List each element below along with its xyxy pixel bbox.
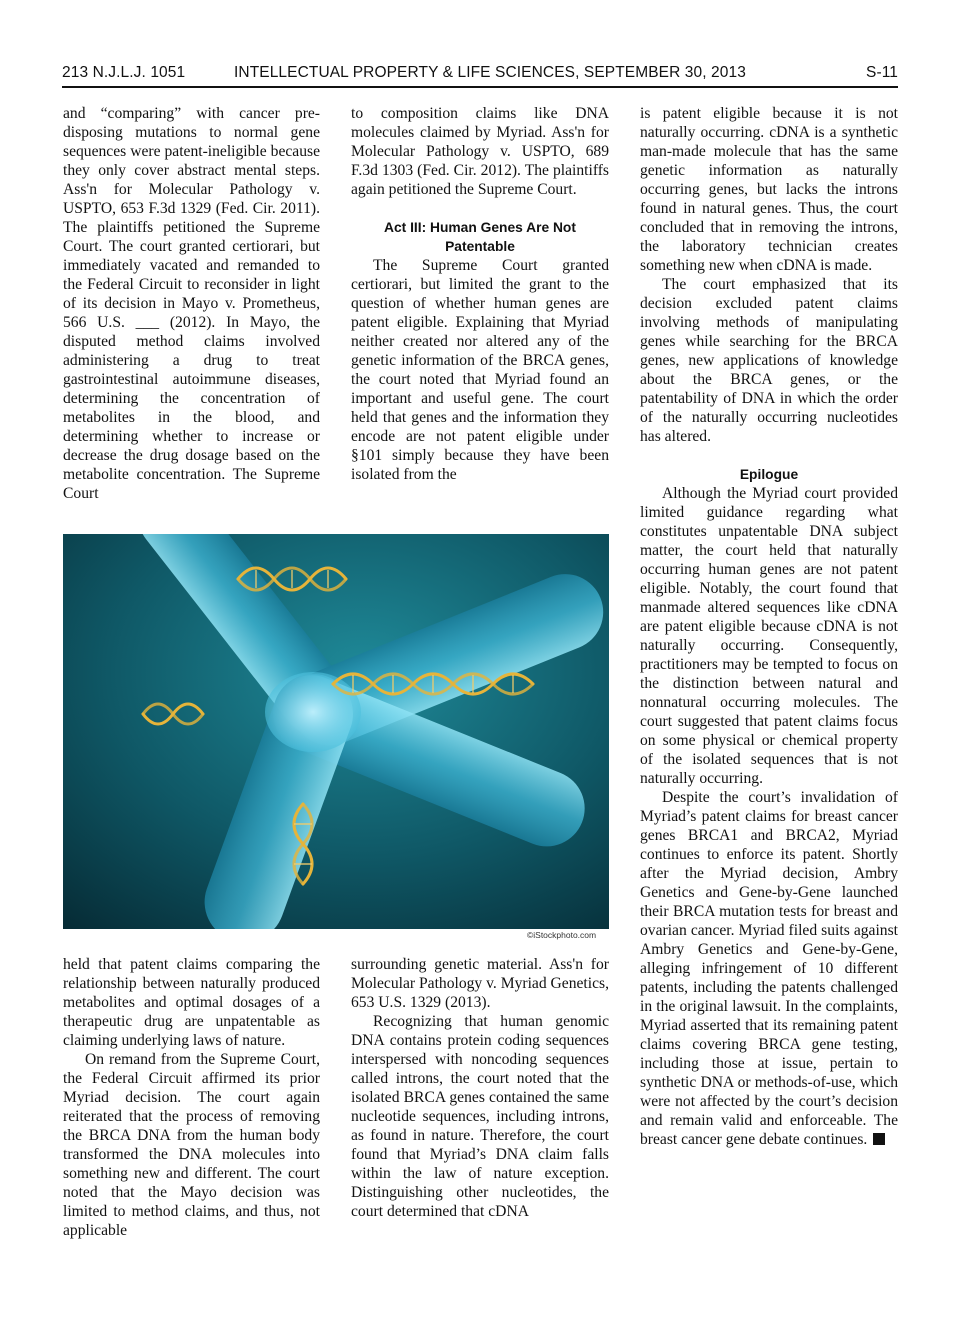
col3-paragraph-3: Although the Myriad court provided limited guidance regarding what constitutes unpatentable DNA subject matter, the court held that naturally occurring human genes are not patent eligible. Notably, the court found that manmade altered sequences like cDNA are patent eligible because cDNA is not naturally occurring. Consequently, practitioners may be tempted to focus on the distinction between natural and nonnatural occurring molecules. The court suggested that patent claims focus on some physical or chemical property of the isolated sequences that is not naturally occurring. [640, 485, 898, 787]
header-page-number: S-11 [866, 64, 898, 81]
column-1-top [63, 104, 320, 503]
col3-paragraph-2: The court emphasized that its decision excluded patent claims involving methods of manipulating genes while searching for the BRCA genes, new applications of knowledge about the BRCA genes, or the patentability of DNA in which the order of the naturally occurring nucleotides has altered. [640, 276, 898, 445]
col1-paragraph-3: On remand from the Supreme Court, the Federal Circuit affirmed its prior Myriad decision. The court again reiterated that the process of removing the BRCA DNA from the human body transformed the DNA molecules into something new and different. The court noted that the Mayo decision was limited to method claims, and thus, not applicable [63, 1051, 320, 1239]
column-3 [640, 104, 898, 1149]
column-2-top [351, 104, 609, 484]
column-2-bottom [351, 955, 609, 1221]
col1-paragraph-2: held that patent claims comparing the relationship between naturally produced metabolites and optimal dosages of a therapeutic drug are unpatentable as claiming underlying laws of nature. [63, 956, 320, 1049]
col2-paragraph-2: The Supreme Court granted certiorari, but limited the grant to the question of whether human genes are patent eligible. Explaining that Myriad neither created nor altered any of the genetic information of the BRCA genes, the court noted that Myriad found an important and useful gene. The court held that genes and the information they encode are not patent eligible under §101 simply because they have been isolated from the [351, 257, 609, 483]
column-1-bottom [63, 955, 320, 1240]
header-citation: 213 N.J.L.J. 1051 [62, 64, 186, 81]
col2-paragraph-4: Recognizing that human genomic DNA contains protein coding sequences interspersed with noncoding sequences called introns, the court noted that the isolated BRCA genes contained the same nucleotide sequences, including introns, as found in nature. Therefore, the court found that Myriad’s DNA claim falls within the law of nature exception. Distinguishing other nucleotides, the court determined that cDNA [351, 1013, 609, 1220]
col3-paragraph-4-text: Despite the court’s invalidation of Myriad’s patent claims for breast cancer genes BRCA1 and BRCA2, Myriad continues to enforce its patent. Shortly after the Myriad decision, Ambry Genetics and Gene-by-Gene launched their BRCA mutation tests for breast and ovarian cancer. Myriad filed suits against Ambry Genetics and Gene-by-Gene, alleging infringement of 10 different patents, including the patents challenged in the original lawsuit. In the complaints, Myriad asserted that its remaining patent claims covering BRCA gene testing, including those at issue, pertain to synthetic DNA or methods-of-use, which were not affected by the court’s decision and remain valid and enforceable. The breast cancer gene debate continues. [640, 789, 898, 1148]
section-heading-act-iii: Act III: Human Genes Are Not Patentable [384, 220, 576, 254]
photo-credit: ©iStockphoto.com [527, 930, 597, 940]
section-heading-epilogue: Epilogue [739, 467, 799, 482]
chromosome-dna-illustration [63, 534, 609, 929]
col3-paragraph-1: is patent eligible because it is not naturally occurring. cDNA is a synthetic man-made molecule that has the same genetic information as naturally occurring genes, but lacks the introns found in natural genes. Thus, the court concluded that in removing the introns, the laboratory technician creates something new when cDNA is made. [640, 105, 898, 274]
col2-paragraph-3: surrounding genetic material. Ass'n for Molecular Pathology v. Myriad Genetics, 653 U.S. 1329 (2013). [351, 956, 609, 1011]
col2-paragraph-1: to composition claims like DNA molecules claimed by Myriad. Ass'n for Molecular Pathology v. USPTO, 689 F.3d 1303 (Fed. Cir. 2012). The plaintiffs again petitioned the Supreme Court. [351, 105, 609, 198]
end-mark-icon [873, 1133, 885, 1145]
chromosome-image [63, 534, 609, 929]
col1-paragraph-1: and “comparing” with cancer pre-disposing mutations to normal gene sequences were patent-ineligible because they only cover abstract mental steps. Ass'n for Molecular Pathology v. USPTO, 653 F.3d 1329 (Fed. Cir. 2011). The plaintiffs petitioned the Supreme Court. The court granted certiorari, but immediately vacated and remanded to the Federal Circuit to reconsider in light of its decision in Mayo v. Prometheus, 566 U.S. ___ (2012). In Mayo, the disputed method claims involved administering a drug to treat gastrointestinal autoimmune diseases, determining the concentration of metabolites in the blood, and determining whether to increase or decrease the drug dosage based on the metabolite concentration. The Supreme Court [63, 105, 320, 502]
col3-paragraph-4 [640, 788, 898, 1149]
header-title: INTELLECTUAL PROPERTY & LIFE SCIENCES, SEPTEMBER 30, 2013 [234, 64, 746, 81]
header-rule [62, 86, 898, 88]
